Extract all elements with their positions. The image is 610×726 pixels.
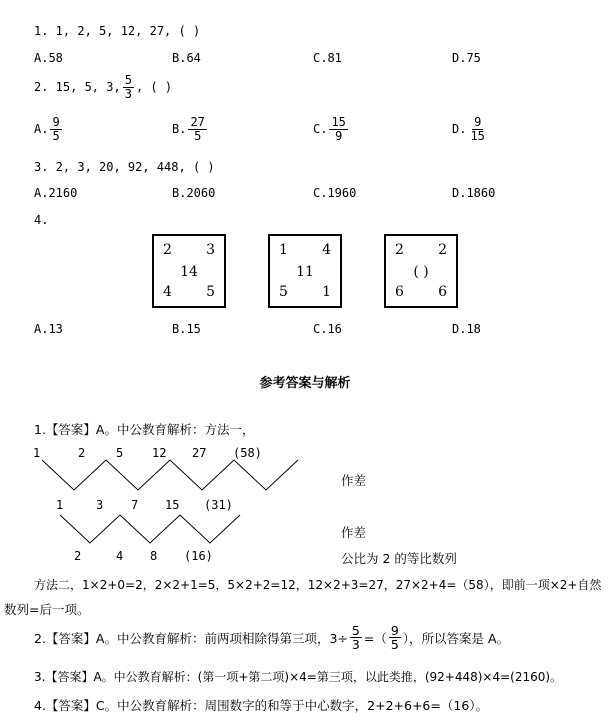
answer-2-frac2 (389, 624, 401, 651)
zigzag-line-2 (60, 515, 240, 543)
note-geometric-sequence: 公比为 2 的等比数列 (341, 551, 457, 566)
q2-prefix: 2. 15, 5, 3, (34, 80, 121, 95)
q3-option-a: A.2160 (34, 186, 78, 200)
note-difference-1: 作差 (341, 473, 367, 488)
q2-d-num: 9 (474, 115, 482, 129)
answer-2-before: 2.【答案】A。中公教育解析：前两项相除得第三项，3÷ (34, 630, 348, 646)
q2-option-c-label: C. (313, 122, 328, 137)
q2-a-den: 5 (52, 128, 60, 143)
q1-option-d: D.75 (452, 51, 481, 65)
q2-d-den: 15 (470, 128, 485, 143)
box2-center: 11 (296, 264, 314, 280)
q1-option-a: A.58 (34, 51, 63, 65)
note-difference-2: 作差 (341, 525, 367, 540)
box1-bottom-left: 4 (163, 284, 172, 300)
seq-row1-item: 1 (33, 446, 41, 460)
seq-row2-item: 1 (56, 498, 64, 512)
q2-option-d-label: D. (452, 122, 467, 137)
seq-row1-item: 27 (192, 446, 207, 460)
box1-center: 14 (180, 264, 198, 280)
a2-frac1-num: 5 (351, 623, 360, 638)
box3-bottom-right: 6 (438, 284, 447, 300)
answer-3-text: 3.【答案】A。中公教育解析：(第一项+第二项)×4=第三项，以此类推，(92+448)×4=(2160)。 (34, 670, 563, 684)
box2-top-right: 4 (322, 242, 331, 258)
box2-top-left: 1 (279, 242, 288, 258)
a2-frac2-num: 9 (390, 623, 399, 638)
seq-row2-item: 15 (165, 498, 180, 512)
box2-bottom-left: 5 (279, 284, 288, 300)
answer-2-frac1 (350, 624, 362, 651)
zigzag-line-1 (42, 460, 298, 490)
box3-top-left: 2 (395, 242, 404, 258)
seq-row3-item: 2 (74, 549, 82, 563)
seq-row3-item: (16) (184, 549, 213, 563)
answer-section-title: 参考答案与解析 (259, 376, 351, 391)
seq-row1-item: 2 (78, 446, 86, 460)
answer-2-text (34, 624, 509, 651)
seq-row1-item: (58) (233, 446, 262, 460)
q4-option-b: B.15 (172, 322, 201, 336)
box3-bottom-left: 6 (395, 284, 404, 300)
q2-c-den: 9 (335, 128, 343, 143)
answer-2-after: ），所以答案是 A。 (402, 630, 510, 646)
q2-b-den: 5 (194, 128, 202, 143)
question-1-text: 1. 1, 2, 5, 12, 27, ( ) (34, 24, 201, 38)
box2-bottom-right: 1 (322, 284, 331, 300)
q3-option-c: C.1960 (313, 186, 357, 200)
box3-center: ( ) (413, 264, 429, 280)
box1-top-left: 2 (163, 242, 172, 258)
q3-option-b: B.2060 (172, 186, 216, 200)
a2-frac1-den: 3 (351, 637, 360, 653)
q4-option-a: A.13 (34, 322, 63, 336)
question-3-text: 3. 2, 3, 20, 92, 448, ( ) (34, 160, 215, 174)
box3-top-right: 2 (438, 242, 447, 258)
q2-option-a-label: A. (34, 122, 49, 137)
q2-a-num: 9 (52, 115, 60, 129)
seq-row3-item: 8 (150, 549, 158, 563)
q4-option-c: C.16 (313, 322, 342, 336)
answer-1-intro: 1.【答案】A。中公教育解析：方法一， (34, 422, 255, 437)
question-4-label: 4. (34, 213, 49, 227)
answer-1-method-2-line2: 数列=后一项。 (4, 602, 90, 617)
seq-row2-item: 3 (96, 498, 104, 512)
q1-option-b: B.64 (172, 51, 201, 65)
seq-row2-item: (31) (204, 498, 233, 512)
q3-option-d: D.1860 (452, 186, 496, 200)
q2-suffix: , ( ) (135, 80, 173, 95)
q4-option-d: D.18 (452, 322, 481, 336)
answer-2-mid: =（ (363, 630, 387, 646)
a2-frac2-den: 5 (390, 637, 399, 653)
q2-frac-num: 5 (124, 73, 132, 87)
q2-frac-den: 3 (124, 86, 132, 101)
q1-option-c: C.81 (313, 51, 342, 65)
q2-option-b-label: B. (172, 122, 187, 137)
seq-row1-item: 5 (116, 446, 124, 460)
answer-4-text: 4.【答案】C。中公教育解析：周围数字的和等于中心数字，2+2+6+6=（16）。 (34, 698, 489, 713)
seq-row1-item: 12 (152, 446, 167, 460)
seq-row3-item: 4 (116, 549, 124, 563)
box1-bottom-right: 5 (206, 284, 215, 300)
q2-c-num: 15 (331, 115, 346, 129)
q2-b-num: 27 (190, 115, 205, 129)
box1-top-right: 3 (206, 242, 215, 258)
seq-row2-item: 7 (131, 498, 139, 512)
answer-1-method-2-line1: 方法二，1×2+0=2，2×2+1=5，5×2+2=12，12×2+3=27，27×2+4=（58），即前一项×2+自然 (34, 578, 602, 592)
